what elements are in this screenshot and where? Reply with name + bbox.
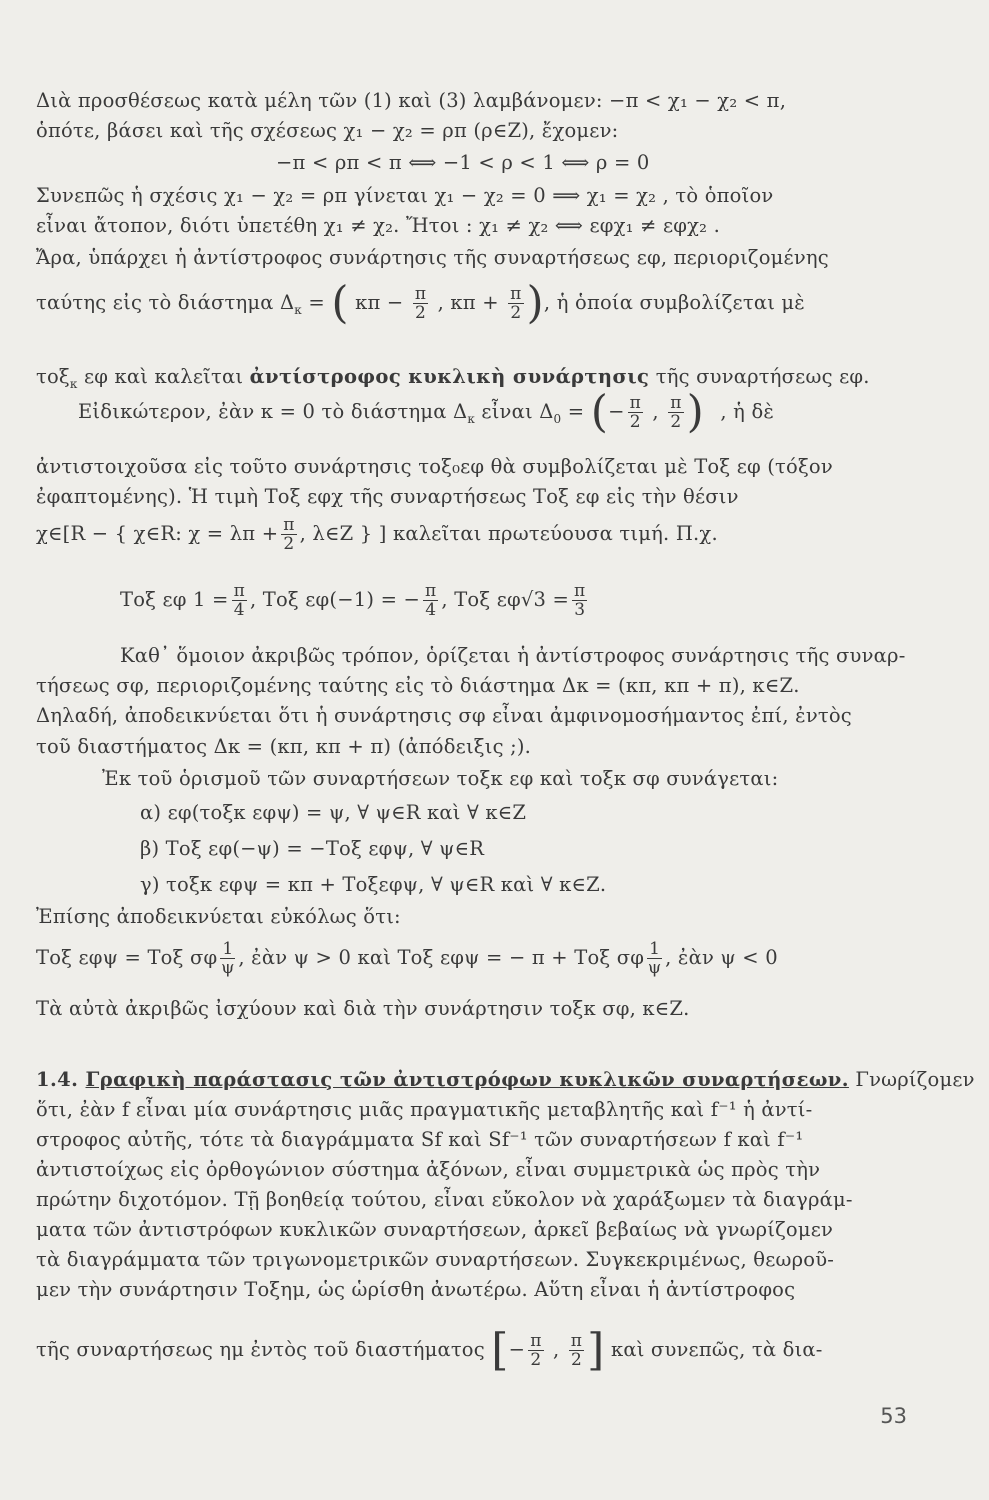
line-11: ἐφαπτομένης). Ἡ τιμὴ Τοξ εφχ τῆς συναρτήσεως Τοξ εφ εἰς τὴν θέσιν bbox=[36, 485, 739, 508]
line-19: α) εφ(τοξκ εφψ) = ψ, ∀ ψ∈R καὶ ∀ κ∈Ζ bbox=[140, 801, 527, 824]
fraction-1-psi: $\frac{1}{\psi}$ bbox=[221, 939, 235, 978]
line-28: ἀντιστοίχως εἰς ὀρθογώνιον σύστημα ἀξόνων, εἶναι συμμετρικὰ ὡς πρὸς τὴν bbox=[36, 1158, 821, 1181]
fraction-pi-4: $\frac{\pi}{4}$ bbox=[425, 581, 437, 620]
line-9-d: , ἡ δὲ bbox=[720, 400, 775, 423]
line-25-c: Γνωρίζομεν bbox=[848, 1068, 975, 1091]
line-7-c: , κπ + bbox=[437, 291, 499, 314]
line-17: τοῦ διαστήματος Δκ = (κπ, κπ + π) (ἀπόδειξις ;). bbox=[36, 735, 532, 758]
line-23 bbox=[36, 936, 906, 980]
line-15: τήσεως σφ, περιοριζομένης ταύτης εἰς τὸ διάστημα Δκ = (κπ, κπ + π), κ∈Ζ. bbox=[36, 674, 800, 697]
equation-line-3: −π < ρπ < π ⟺ −1 < ρ < 1 ⟺ ρ = 0 bbox=[276, 151, 650, 174]
line-24: Τὰ αὐτὰ ἀκριβῶς ἰσχύουν καὶ διὰ τὴν συνάρτησιν τοξκ σφ, κ∈Ζ. bbox=[36, 997, 690, 1020]
line-7 bbox=[36, 277, 906, 332]
equals: = bbox=[301, 291, 332, 314]
line-18: Ἐκ τοῦ ὁρισμοῦ τῶν συναρτήσεων τοξκ εφ καὶ τοξκ σφ συνάγεται: bbox=[102, 767, 779, 790]
minus: − bbox=[608, 400, 625, 423]
line-8-a: τοξ bbox=[36, 365, 70, 388]
line-30: ματα τῶν ἀντιστρόφων κυκλικῶν συναρτήσεων, ἀρκεῖ βεβαίως νὰ γνωρίζομεν bbox=[36, 1218, 834, 1241]
section-number: 1.4. bbox=[36, 1068, 86, 1091]
left-paren: ( bbox=[331, 277, 349, 329]
line-23-b: , ἐὰν ψ > 0 καὶ Τοξ εφψ = − π + Τοξ σφ bbox=[238, 946, 645, 969]
line-7-d: , ἡ ὁποία συμβολίζεται μὲ bbox=[543, 291, 805, 314]
line-12-a: χ∈[R − { χ∈R: χ = λπ + bbox=[36, 522, 279, 545]
line-26: ὅτι, ἐὰν f εἶναι μία συνάρτησις μιᾶς πραγματικῆς μεταβλητῆς καὶ f⁻¹ ἡ ἀντί- bbox=[36, 1098, 813, 1121]
comma: , bbox=[646, 400, 666, 423]
line-20: β) Τοξ εφ(−ψ) = −Τοξ εφψ, ∀ ψ∈R bbox=[140, 837, 485, 860]
line-13 bbox=[36, 578, 989, 622]
line-23-a: Τοξ εφψ = Τοξ σφ bbox=[36, 946, 218, 969]
line-21: γ) τοξκ εφψ = κπ + Τοξεφψ, ∀ ψ∈R καὶ ∀ κ∈Ζ. bbox=[140, 873, 607, 896]
line-7-b: κπ − bbox=[355, 291, 404, 314]
line-13-a: Τοξ εφ 1 = bbox=[120, 588, 229, 611]
line-12 bbox=[36, 512, 906, 556]
fraction-pi-2: $\frac{\pi}{2}$ bbox=[283, 515, 295, 554]
line-33-b: καὶ συνεπῶς, τὰ δια- bbox=[610, 1338, 823, 1361]
line-5: εἶναι ἄτοπον, διότι ὑπετέθη χ₁ ≠ χ₂. Ἤτοι : χ₁ ≠ χ₂ ⟺ εφχ₁ ≠ εφχ₂ . bbox=[36, 214, 720, 237]
fraction-pi-2: $\frac{\pi}{2}$ bbox=[670, 393, 682, 432]
page-number: 53 bbox=[880, 1404, 907, 1428]
equals: = bbox=[561, 400, 591, 423]
line-9-a: Εἰδικώτερον, ἐὰν κ = 0 τὸ διάστημα Δ bbox=[78, 400, 468, 423]
line-14: Καθ᾽ ὅμοιον ἀκριβῶς τρόπον, ὁρίζεται ἡ ἀντίστροφος συνάρτησις τῆς συναρ- bbox=[120, 644, 906, 667]
fraction-pi-2: $\frac{\pi}{2}$ bbox=[570, 1331, 583, 1370]
line-10: ἀντιστοιχοῦσα εἰς τοῦτο συνάρτησις τοξ₀εφ θὰ συμβολίζεται μὲ Τοξ εφ (τόξον bbox=[36, 455, 833, 478]
subscript-kappa: κ bbox=[69, 376, 78, 391]
line-16: Δηλαδή, ἀποδεικνύεται ὅτι ἡ συνάρτησις σφ εἶναι ἀμφινομοσήμαντος ἐπί, ἐντὸς bbox=[36, 704, 852, 727]
section-title: Γραφικὴ παράστασις τῶν ἀντιστρόφων κυκλικῶν συναρτήσεων. bbox=[85, 1068, 849, 1091]
line-33 bbox=[36, 1324, 906, 1376]
fraction-pi-2: $\frac{\pi}{2}$ bbox=[629, 393, 641, 432]
line-7-a: ταύτης εἰς τὸ διάστημα Δ bbox=[36, 291, 295, 314]
line-29: πρώτην διχοτόμον. Τῇ βοηθείᾳ τούτου, εἶναι εὔκολον νὰ χαράξωμεν τὰ διαγράμ- bbox=[36, 1188, 853, 1211]
fraction-pi-2: $\frac{\pi}{2}$ bbox=[414, 284, 427, 323]
subscript-kappa: κ bbox=[467, 411, 476, 426]
line-27: στροφος αὐτῆς, τότε τὰ διαγράμματα Sf καὶ Sf⁻¹ τῶν συναρτήσεων f καὶ f⁻¹ bbox=[36, 1128, 804, 1151]
fraction-pi-4: $\frac{\pi}{4}$ bbox=[233, 581, 245, 620]
line-13-b: , Τοξ εφ(−1) = − bbox=[249, 588, 421, 611]
line-22: Ἐπίσης ἀποδεικνύεται εὐκόλως ὅτι: bbox=[36, 905, 401, 928]
line-2: ὁπότε, βάσει καὶ τῆς σχέσεως χ₁ − χ₂ = ρπ (ρ∈Ζ), ἔχομεν: bbox=[36, 119, 619, 142]
fraction-pi-2: $\frac{\pi}{2}$ bbox=[530, 1331, 542, 1370]
line-32: μεν τὴν συνάρτησιν Τοξημ, ὡς ὡρίσθη ἀνωτέρω. Αὕτη εἶναι ἡ ἀντίστροφος bbox=[36, 1278, 796, 1301]
minus: − bbox=[508, 1338, 526, 1361]
right-bracket: ] bbox=[587, 1324, 605, 1376]
line-8-d: τῆς συναρτήσεως εφ. bbox=[649, 365, 870, 388]
line-9 bbox=[36, 386, 948, 441]
left-paren: ( bbox=[590, 386, 609, 438]
line-31: τὰ διαγράμματα τῶν τριγωνομετρικῶν συναρτήσεων. Συγκεκριμένως, θεωροῦ- bbox=[36, 1248, 835, 1271]
line-6: Ἄρα, ὑπάρχει ἡ ἀντίστροφος συνάρτησις τῆς συναρτήσεως εφ, περιοριζομένης bbox=[36, 246, 829, 269]
line-12-b: , λ∈Ζ } ] καλεῖται πρωτεύουσα τιμή. Π.χ. bbox=[299, 522, 718, 545]
bold-term: ἀντίστροφος κυκλικὴ συνάρτησις bbox=[249, 365, 650, 388]
line-1: Διὰ προσθέσεως κατὰ μέλη τῶν (1) καὶ (3) λαμβάνομεν: −π < χ₁ − χ₂ < π, bbox=[36, 89, 787, 112]
line-9-b: εἶναι Δ bbox=[475, 400, 554, 423]
line-23-c: , ἐὰν ψ < 0 bbox=[665, 946, 778, 969]
subscript-zero: 0 bbox=[553, 411, 562, 426]
comma: , bbox=[546, 1338, 566, 1361]
line-8-b: εφ καὶ καλεῖται bbox=[77, 365, 250, 388]
fraction-1-psi: $\frac{1}{\psi}$ bbox=[647, 939, 662, 978]
line-33-a: τῆς συναρτήσεως ημ ἐντὸς τοῦ διαστήματος bbox=[36, 1338, 485, 1361]
fraction-pi-2: $\frac{\pi}{2}$ bbox=[510, 284, 522, 323]
line-13-c: , Τοξ εφ√3 = bbox=[441, 588, 570, 611]
subscript-kappa: κ bbox=[294, 302, 302, 317]
line-4: Συνεπῶς ἡ σχέσις χ₁ − χ₂ = ρπ γίνεται χ₁ − χ₂ = 0 ⟹ χ₁ = χ₂ , τὸ ὁποῖον bbox=[36, 184, 774, 207]
left-bracket: [ bbox=[491, 1324, 509, 1376]
fraction-pi-3: $\frac{\pi}{3}$ bbox=[574, 581, 586, 620]
section-heading-line bbox=[36, 1067, 975, 1093]
right-paren: ) bbox=[686, 386, 704, 438]
right-paren: ) bbox=[526, 277, 544, 329]
